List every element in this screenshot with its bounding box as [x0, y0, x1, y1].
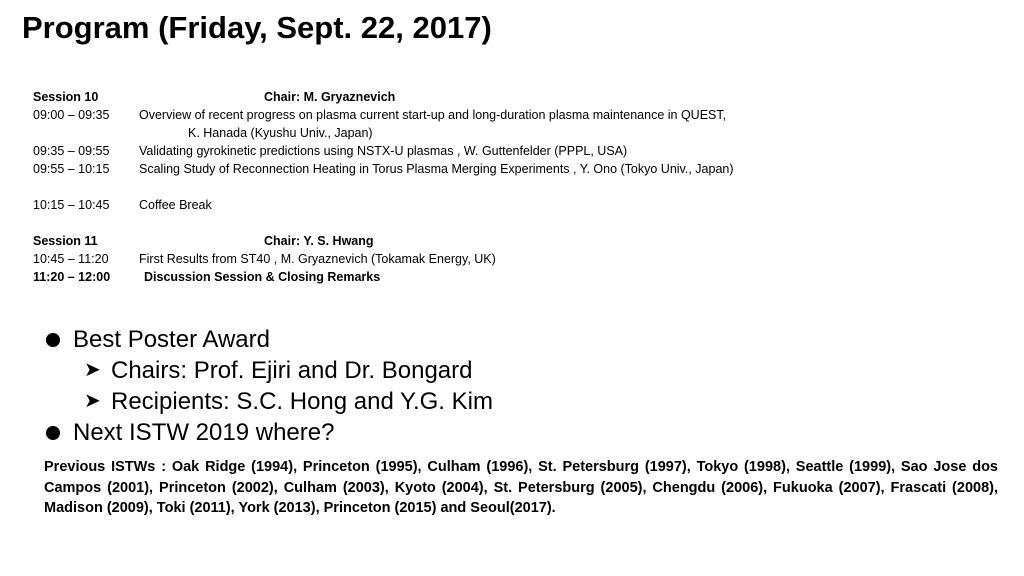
schedule-row: [33, 106, 933, 124]
talk-time: 09:00 – 09:35: [33, 108, 110, 122]
schedule-row: [33, 142, 933, 160]
bullet-text: Next ISTW 2019 where?: [73, 419, 335, 446]
sub-bullet-text: Recipients: S.C. Hong and Y.G. Kim: [111, 388, 493, 415]
talk-time: 11:20 – 12:00: [33, 270, 111, 284]
session-chair: Chair: Y. S. Hwang: [264, 234, 374, 248]
session-chair: Chair: M. Gryaznevich: [264, 90, 396, 104]
talk-description: Validating gyrokinetic predictions using NSTX-U plasmas , W. Guttenfelder (PPPL, USA): [139, 144, 628, 158]
arrow-bullet-icon: ➤: [84, 390, 101, 412]
talk-time: 09:55 – 10:15: [33, 162, 110, 176]
bullet-text: Best Poster Award: [73, 326, 270, 353]
sub-bullet-item: [46, 355, 946, 386]
talk-speaker: K. Hanada (Kyushu Univ., Japan): [188, 126, 373, 140]
talk-description: Overview of recent progress on plasma current start-up and long-duration plasma maintenance in QUEST,: [139, 108, 727, 122]
talk-description: Discussion Session & Closing Remarks: [144, 270, 381, 284]
previous-istws: Previous ISTWs : Oak Ridge (1994), Princeton (1995), Culham (1996), St. Petersburg (1997), Tokyo (1998), Seattle (1999), Sao Jose dos Campos (2001), Princeton (2002), Culham (2003), Kyoto (2004), St. Petersburg (2005), Chengdu (2006), Fukuoka (2007), Frascati (2008), Madison (2009), Toki (2011), York (2013), Princeton (2015) and Seoul(2017).: [44, 459, 998, 516]
sub-bullet-item: [46, 386, 946, 417]
talk-description: Scaling Study of Reconnection Heating in Torus Plasma Merging Experiments , Y. Ono (Tokyo Univ., Japan): [139, 162, 734, 176]
schedule-row-break: [33, 196, 933, 214]
talk-time: 09:35 – 09:55: [33, 144, 110, 158]
break-description: Coffee Break: [139, 198, 212, 212]
arrow-bullet-icon: ➤: [84, 359, 101, 381]
schedule: [33, 88, 933, 286]
bullet-dot-icon: [46, 426, 60, 440]
session-header: [33, 88, 933, 106]
schedule-row: [33, 160, 933, 178]
session-label: Session 10: [33, 90, 99, 104]
schedule-row-continuation: [33, 124, 933, 142]
bullet-dot-icon: [46, 333, 60, 347]
bullet-list: [46, 324, 946, 448]
schedule-row: [33, 250, 933, 268]
bullet-item: [46, 417, 946, 448]
page-title: Program (Friday, Sept. 22, 2017): [22, 10, 492, 45]
sub-bullet-text: Chairs: Prof. Ejiri and Dr. Bongard: [111, 357, 473, 384]
break-time: 10:15 – 10:45: [33, 198, 110, 212]
session-label: Session 11: [33, 234, 98, 248]
bullet-item: [46, 324, 946, 355]
talk-description: First Results from ST40 , M. Gryaznevich (Tokamak Energy, UK): [139, 252, 496, 266]
talk-time: 10:45 – 11:20: [33, 252, 109, 266]
session-header: [33, 232, 933, 250]
schedule-row: [33, 268, 933, 286]
